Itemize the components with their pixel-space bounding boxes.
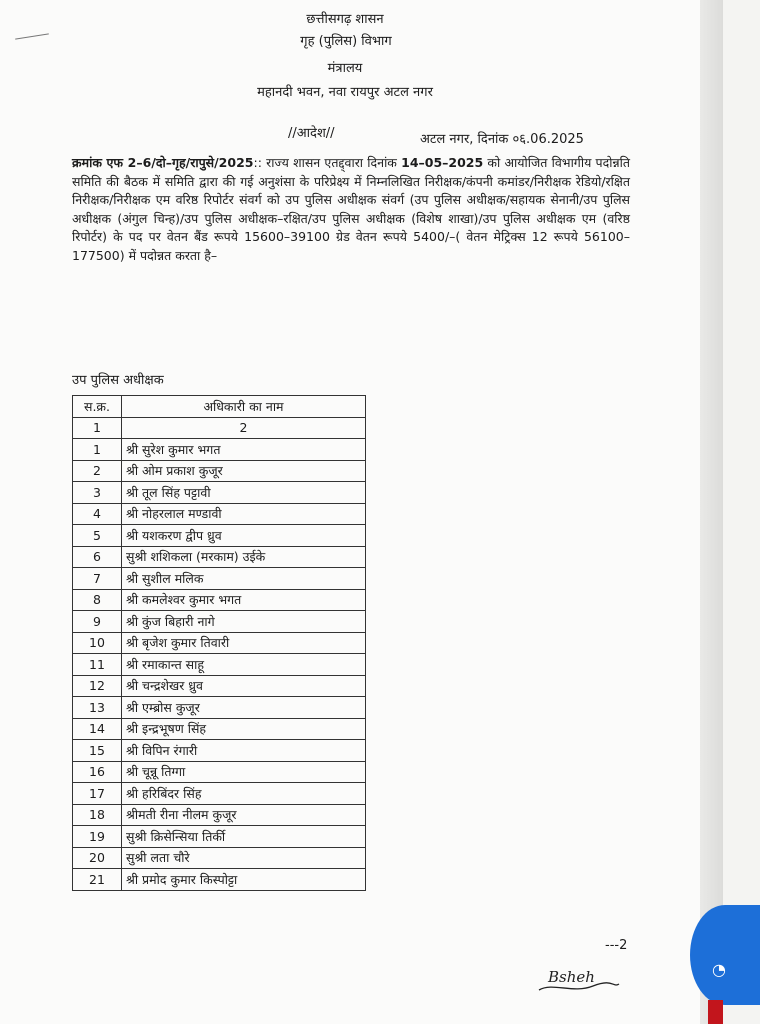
table-row: [73, 718, 366, 740]
table-row: [73, 482, 366, 504]
overlay-icon: ◔: [712, 960, 726, 979]
officer-name: श्री इन्द्रभूषण सिंह: [122, 718, 366, 740]
officer-name: श्री रमाकान्त साहू: [122, 654, 366, 676]
serial-number: 5: [73, 525, 122, 547]
officer-name: श्री चन्द्रशेखर ध्रुव: [122, 675, 366, 697]
section-title: उप पुलिस अधीक्षक: [72, 373, 164, 388]
header-state: छत्तीसगढ़ शासन: [306, 12, 384, 27]
serial-number: 13: [73, 697, 122, 719]
serial-number: 6: [73, 546, 122, 568]
table-row: [73, 546, 366, 568]
table-row: [73, 439, 366, 461]
header-ministry: मंत्रालय: [327, 61, 363, 76]
serial-number: 9: [73, 611, 122, 633]
page-edge: [700, 0, 723, 1024]
number-col-2: 2: [122, 417, 366, 439]
table-row: [73, 503, 366, 525]
table-row: [73, 568, 366, 590]
table-row: [73, 847, 366, 869]
officer-name: श्री तूल सिंह पट्टावी: [122, 482, 366, 504]
number-col-1: 1: [73, 417, 122, 439]
table-row: [73, 675, 366, 697]
header-sn: स.क्र.: [73, 396, 122, 418]
officer-name: सुश्री लता चौरे: [122, 847, 366, 869]
table-row: [73, 525, 366, 547]
table-header-row: [73, 396, 366, 418]
officer-name: श्री प्रमोद कुमार किस्पोट्टा: [122, 869, 366, 891]
serial-number: 2: [73, 460, 122, 482]
table-row: [73, 632, 366, 654]
officer-name: श्री बृजेश कुमार तिवारी: [122, 632, 366, 654]
officer-name: श्री कमलेश्वर कुमार भगत: [122, 589, 366, 611]
overlay-button[interactable]: [690, 905, 760, 1005]
serial-number: 15: [73, 740, 122, 762]
order-title: //आदेश//: [288, 126, 335, 141]
serial-number: 17: [73, 783, 122, 805]
header-department: गृह (पुलिस) विभाग: [300, 34, 392, 49]
table-row: [73, 589, 366, 611]
serial-number: 4: [73, 503, 122, 525]
table-row: [73, 740, 366, 762]
table-row: [73, 869, 366, 891]
serial-number: 11: [73, 654, 122, 676]
header-name: अधिकारी का नाम: [122, 396, 366, 418]
officer-name: श्रीमती रीना नीलम कुजूर: [122, 804, 366, 826]
serial-number: 1: [73, 439, 122, 461]
page-marker: ---2: [605, 938, 628, 953]
table-row: [73, 697, 366, 719]
officer-name: सुश्री क्रिसेन्सिया तिर्की: [122, 826, 366, 848]
body-text-1: :: राज्य शासन एतद्द्वारा दिनांक: [253, 155, 402, 170]
officer-name: सुश्री शशिकला (मरकाम) उईके: [122, 546, 366, 568]
serial-number: 14: [73, 718, 122, 740]
table-row: [73, 460, 366, 482]
serial-number: 3: [73, 482, 122, 504]
serial-number: 8: [73, 589, 122, 611]
body-text-2: को आयोजित विभागीय पदोन्नति समिति की बैठक में समिति द्वारा की गई अनुशंसा के परिप्रेक्ष्य में निम्नलिखित निरीक्षक/कंपनी कमांडर/निरीक्षक रेडियो/रक्षित निरीक्षक/निरीक्षक एम वरिष्ठ रिपोर्टर संवर्ग को उप पुलिस अधीक्षक संवर्ग (उप पुलिस अधीक्षक/सहायक सेनानी/उप पुलिस अधीक्षक (अंगुल चिन्ह)/उप पुलिस अधीक्षक–रक्षित/उप पुलिस अधीक्षक (विशेष शाखा)/उप पुलिस अधीक्षक एम (वरिष्ठ रिपोर्टर) के पद पर वेतन बैंड रूपये 15600–39100 ग्रेड वेतन रूपये 5400/–( वेतन मेट्रिक्स 12 रूपये 56100–177500) में पदोन्नत करता है–: [72, 155, 630, 263]
officer-name: श्री नोहरलाल मण्डावी: [122, 503, 366, 525]
table-row: [73, 783, 366, 805]
order-date: अटल नगर, दिनांक ०६.06.2025: [420, 132, 584, 147]
meeting-date: 14–05–2025: [401, 155, 484, 170]
table-row: [73, 611, 366, 633]
overlay-red-bar: [708, 1000, 723, 1024]
officer-name: श्री हरिबिंदर सिंह: [122, 783, 366, 805]
table-row: [73, 761, 366, 783]
header-address: महानदी भवन, नवा रायपुर अटल नगर: [257, 85, 433, 100]
officers-table: [72, 395, 366, 891]
order-reference: क्रमांक एफ 2–6/दो–गृह/रापुसे/2025: [72, 155, 254, 170]
officer-name: श्री एम्ब्रोस कुजूर: [122, 697, 366, 719]
table-row: [73, 654, 366, 676]
officer-name: श्री विपिन रंगारी: [122, 740, 366, 762]
officer-name: श्री सुशील मलिक: [122, 568, 366, 590]
officer-name: श्री सुरेश कुमार भगत: [122, 439, 366, 461]
serial-number: 20: [73, 847, 122, 869]
officer-name: श्री कुंज बिहारी नागे: [122, 611, 366, 633]
table-row: [73, 826, 366, 848]
serial-number: 7: [73, 568, 122, 590]
table-row: [73, 804, 366, 826]
table-number-row: [73, 417, 366, 439]
serial-number: 19: [73, 826, 122, 848]
signature: Bsheh: [548, 968, 595, 986]
officer-name: श्री यशकरण द्वीप ध्रुव: [122, 525, 366, 547]
officer-name: श्री चून्नू तिग्गा: [122, 761, 366, 783]
serial-number: 12: [73, 675, 122, 697]
serial-number: 21: [73, 869, 122, 891]
serial-number: 18: [73, 804, 122, 826]
serial-number: 16: [73, 761, 122, 783]
order-body: [72, 154, 630, 265]
officer-name: श्री ओम प्रकाश कुजूर: [122, 460, 366, 482]
serial-number: 10: [73, 632, 122, 654]
